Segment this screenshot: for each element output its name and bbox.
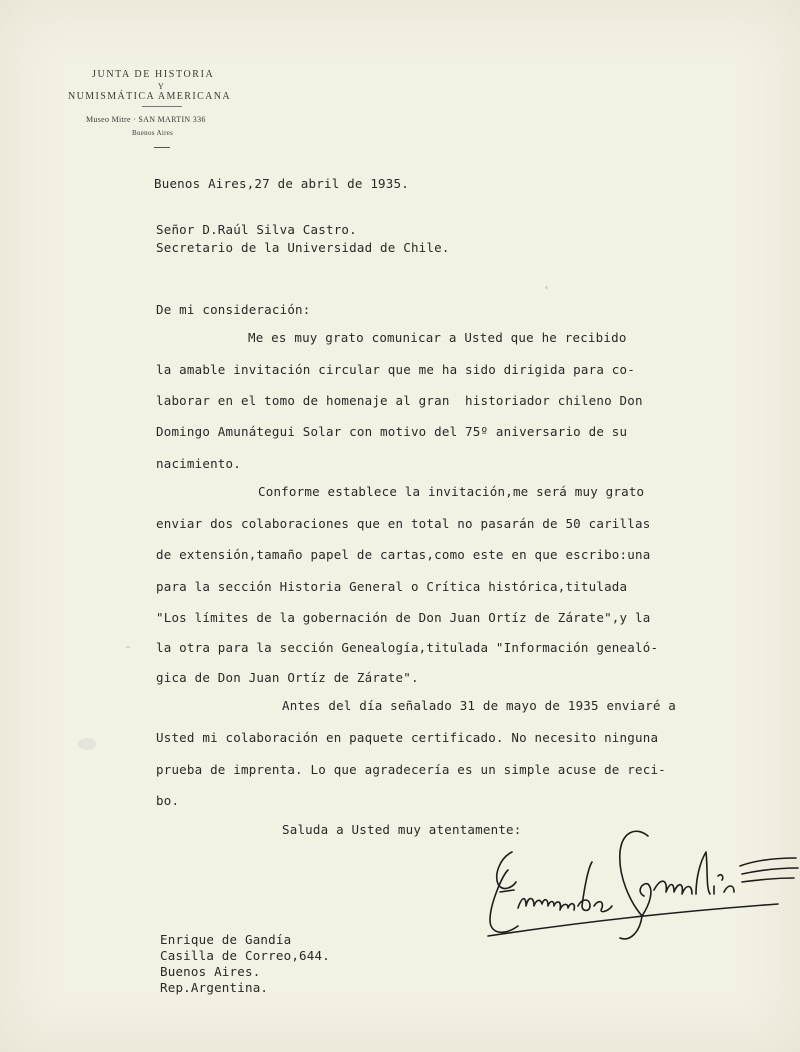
body-line: Usted mi colaboración en paquete certificado. No necesito ninguna bbox=[156, 730, 659, 745]
body-line: nacimiento. bbox=[156, 456, 241, 471]
letterhead-line2: NUMISMÁTICA AMERICANA bbox=[68, 91, 232, 102]
letterhead-rule bbox=[154, 147, 170, 148]
date-line: Buenos Aires,27 de abril de 1935. bbox=[154, 176, 409, 191]
body-line: enviar dos colaboraciones que en total no pasarán de 50 carillas bbox=[156, 516, 651, 531]
sender-city: Buenos Aires. bbox=[160, 964, 261, 979]
letterhead-divider bbox=[142, 106, 182, 107]
paper-speck bbox=[78, 738, 96, 750]
sender-box: Casilla de Correo,644. bbox=[160, 948, 330, 963]
paper-speck bbox=[545, 286, 548, 289]
closing-line: Saluda a Usted muy atentamente: bbox=[282, 822, 522, 837]
body-line: la otra para la sección Genealogía,titulada "Información genealó- bbox=[156, 640, 659, 655]
body-line: Domingo Amunátegui Solar con motivo del 75º aniversario de su bbox=[156, 424, 628, 439]
letterhead-conjunction: Y bbox=[158, 82, 164, 91]
body-line: prueba de imprenta. Lo que agradecería es un simple acuse de reci- bbox=[156, 762, 666, 777]
sender-country: Rep.Argentina. bbox=[160, 980, 269, 995]
body-line: gica de Don Juan Ortíz de Zárate". bbox=[156, 670, 419, 685]
body-line: de extensión,tamaño papel de cartas,como este en que escribo:una bbox=[156, 547, 651, 562]
salutation: De mi consideración: bbox=[156, 302, 311, 317]
handwritten-signature bbox=[478, 812, 800, 952]
body-line: laborar en el tomo de homenaje al gran historiador chileno Don bbox=[156, 393, 643, 408]
letterhead-address: Museo Mitre · SAN MARTIN 336 bbox=[86, 115, 206, 124]
body-line: para la sección Historia General o Crítica histórica,titulada bbox=[156, 579, 628, 594]
body-line: bo. bbox=[156, 793, 180, 808]
body-line: "Los límites de la gobernación de Don Juan Ortíz de Zárate",y la bbox=[156, 610, 651, 625]
sender-name: Enrique de Gandía bbox=[160, 932, 292, 947]
body-line: la amable invitación circular que me ha sido dirigida para co- bbox=[156, 362, 635, 377]
body-line: Conforme establece la invitación,me será muy grato bbox=[258, 484, 645, 499]
body-line: Antes del día señalado 31 de mayo de 1935 enviaré a bbox=[282, 698, 677, 713]
paper-speck bbox=[126, 646, 130, 648]
letterhead-line1: JUNTA DE HISTORIA bbox=[92, 69, 215, 80]
recipient-title: Secretario de la Universidad de Chile. bbox=[156, 240, 450, 255]
body-line: Me es muy grato comunicar a Usted que he recibido bbox=[248, 330, 627, 345]
recipient-name: Señor D.Raúl Silva Castro. bbox=[156, 222, 357, 237]
letterhead-city: Buenos Aires bbox=[132, 129, 174, 137]
